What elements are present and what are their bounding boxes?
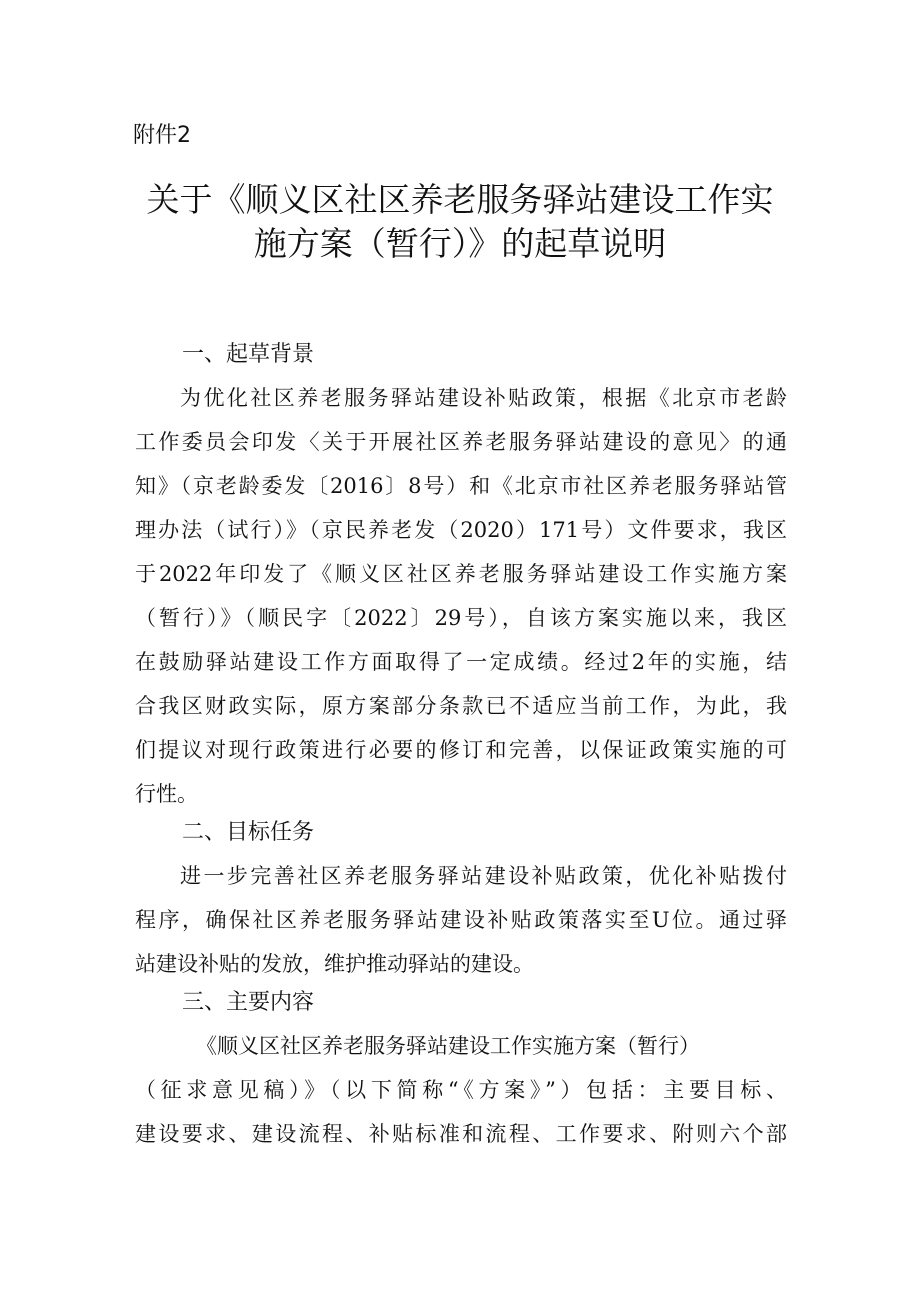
paragraph-line: 于2022年印发了《顺义区社区养老服务驿站建设工作实施方案 (135, 562, 787, 586)
paragraph-line: 合我区财政实际，原方案部分条款已不适应当前工作，为此，我 (135, 694, 787, 718)
paragraph-line: （征求意见稿）》（以下简称“《方案》”）包括：主要目标、 (135, 1078, 787, 1102)
document-title-line-1: 关于《顺义区社区养老服务驿站建设工作实 (146, 180, 774, 219)
section-heading-goals: 二、目标任务 (182, 820, 315, 845)
paragraph-line: 站建设补贴的发放，维护推动驿站的建设。 (135, 952, 534, 976)
paragraph-line: 程序，确保社区养老服务驿站建设补贴政策落实至U位。通过驿 (135, 908, 787, 932)
paragraph-line: 工作委员会印发〈关于开展社区养老服务驿站建设的意见〉的通 (135, 430, 787, 454)
paragraph-line: 们提议对现行政策进行必要的修订和完善，以保证政策实施的可 (135, 738, 787, 762)
paragraph-line: 建设要求、建设流程、补贴标准和流程、工作要求、附则六个部 (135, 1122, 787, 1146)
paragraph-line: 行性。 (135, 782, 198, 806)
paragraph-line: 为优化社区养老服务驿站建设补贴政策，根据《北京市老龄 (180, 386, 787, 410)
paragraph-line: 知》（京老龄委发〔2016〕8号）和《北京市社区养老服务驿站管 (135, 474, 787, 498)
section-heading-background: 一、起草背景 (182, 342, 315, 367)
paragraph-line: 在鼓励驿站建设工作方面取得了一定成绩。经过2年的实施，结 (135, 650, 787, 674)
paragraph-line: 理办法（试行）》（京民养老发（2020）171号）文件要求，我区 (135, 518, 787, 542)
paragraph-line: 《顺义区社区养老服务驿站建设工作实施方案（暂行） (196, 1034, 700, 1058)
document-title-line-2: 施方案（暂行）》的起草说明 (253, 224, 667, 263)
section-heading-main-content: 三、主要内容 (182, 990, 315, 1015)
paragraph-line: （暂行）》（顺民字〔2022〕29号），自该方案实施以来，我区 (135, 606, 787, 630)
attachment-label: 附件2 (133, 123, 191, 148)
paragraph-line: 进一步完善社区养老服务驿站建设补贴政策，优化补贴拨付 (180, 864, 787, 888)
